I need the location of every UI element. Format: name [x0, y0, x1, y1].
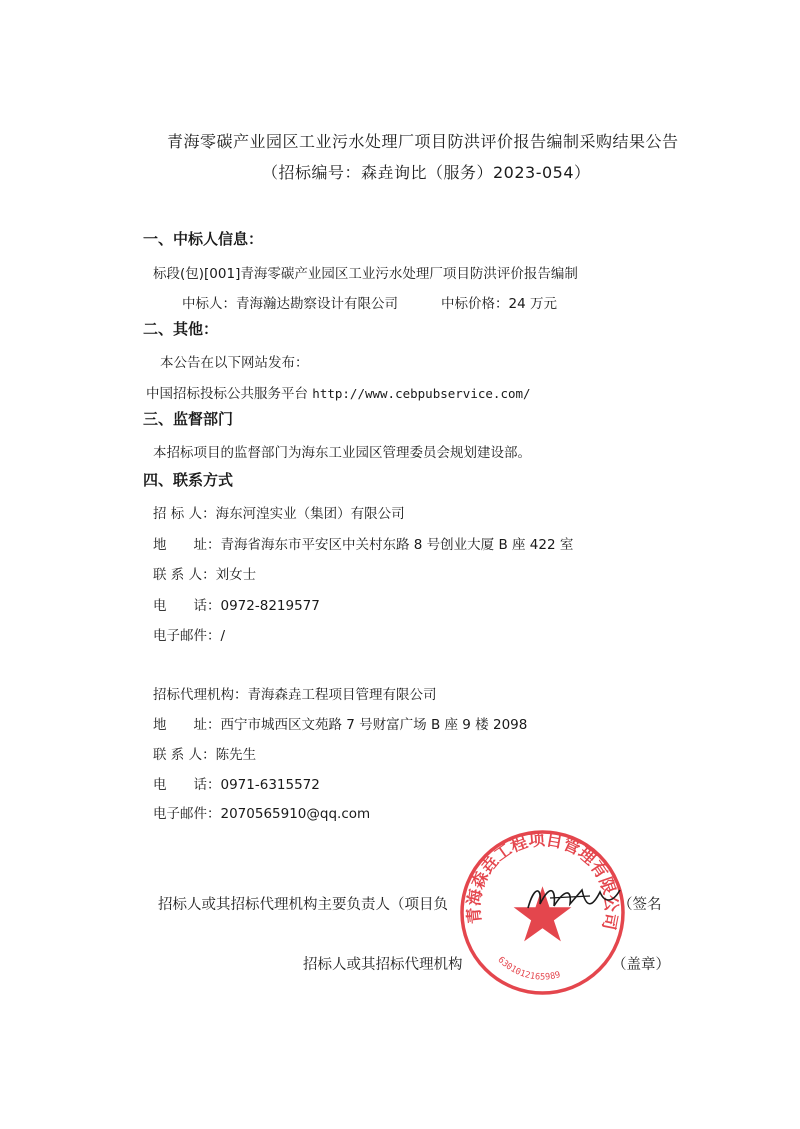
section-heading-contact: 四、联系方式	[143, 471, 234, 489]
publish-text: 本公告在以下网站发布：	[160, 355, 309, 371]
section-heading-other: 二、其他：	[143, 320, 219, 338]
site-url: http://www.cebpubservice.com/	[312, 386, 531, 401]
tenderer-contact-label: 联 系 人：	[153, 567, 216, 583]
seal-line-right: （盖章）	[612, 957, 670, 973]
winner-name: 青海瀚达勘察设计有限公司	[236, 296, 398, 312]
seal-code: 6301012165989	[495, 955, 562, 983]
price-label: 中标价格：	[441, 296, 509, 312]
document-title: 青海零碳产业园区工业污水处理厂项目防洪评价报告编制采购结果公告	[167, 132, 679, 151]
agency-name: 青海森垚工程项目管理有限公司	[247, 687, 437, 703]
seal-line-left: 招标人或其招标代理机构	[303, 957, 463, 973]
agency-phone: 0971-6315572	[220, 777, 320, 793]
agency-phone-line	[153, 773, 320, 793]
agency-phone-label: 电 话：	[153, 777, 221, 793]
winner-label: 中标人：	[182, 296, 236, 312]
tenderer-phone-line	[153, 594, 320, 614]
agency-email-label: 电子邮件：	[153, 806, 221, 822]
winner-line	[182, 292, 398, 312]
tenderer-phone: 0972-8219577	[220, 598, 320, 614]
tenderer-address-line	[153, 533, 573, 553]
tenderer-name: 海东河湟实业（集团）有限公司	[215, 506, 405, 522]
seal-text: 青海森垚工程项目管理有限公司	[464, 829, 621, 932]
tenderer-phone-label: 电 话：	[153, 598, 221, 614]
tenderer-email-label: 电子邮件：	[153, 628, 221, 644]
handwritten-signature	[520, 878, 630, 918]
agency-name-line	[153, 683, 437, 703]
publish-site	[146, 382, 531, 402]
tender-number: （招标编号：森垚询比（服务）2023-054）	[262, 163, 591, 182]
agency-contact-label: 联 系 人：	[153, 747, 216, 763]
tenderer-name-label: 招 标 人：	[153, 506, 216, 522]
tenderer-email: /	[220, 628, 226, 644]
tenderer-contact-line	[153, 563, 256, 583]
tenderer-address-label: 地 址：	[153, 537, 221, 553]
tenderer-name-line	[153, 502, 405, 522]
agency-address-label: 地 址：	[153, 717, 221, 733]
lot-text: 标段(包)[001]青海零碳产业园区工业污水处理厂项目防洪评价报告编制	[153, 266, 578, 282]
price-value: 24 万元	[508, 296, 557, 312]
supervision-text: 本招标项目的监督部门为海东工业园区管理委员会规划建设部。	[153, 445, 531, 461]
agency-name-label: 招标代理机构：	[153, 687, 248, 703]
svg-text:6301012165989	[496, 955, 562, 982]
price-line	[441, 292, 557, 312]
section-heading-supervision: 三、监督部门	[143, 410, 234, 428]
tenderer-email-line	[153, 624, 225, 644]
tenderer-address: 青海省海东市平安区中关村东路 8 号创业大厦 B 座 422 室	[220, 537, 574, 553]
site-name: 中国招标投标公共服务平台	[146, 386, 308, 402]
agency-address: 西宁市城西区文苑路 7 号财富广场 B 座 9 楼 2098	[220, 717, 528, 733]
section-heading-winner: 一、中标人信息：	[143, 230, 264, 248]
agency-address-line	[153, 713, 527, 733]
signature-line-right: （签名	[618, 897, 662, 913]
agency-contact-line	[153, 743, 256, 763]
agency-contact: 陈先生	[215, 747, 257, 763]
agency-email-line	[153, 802, 370, 822]
signature-line-left: 招标人或其招标代理机构主要负责人（项目负	[158, 897, 448, 913]
agency-email: 2070565910@qq.com	[220, 806, 371, 822]
tenderer-contact: 刘女士	[215, 567, 257, 583]
